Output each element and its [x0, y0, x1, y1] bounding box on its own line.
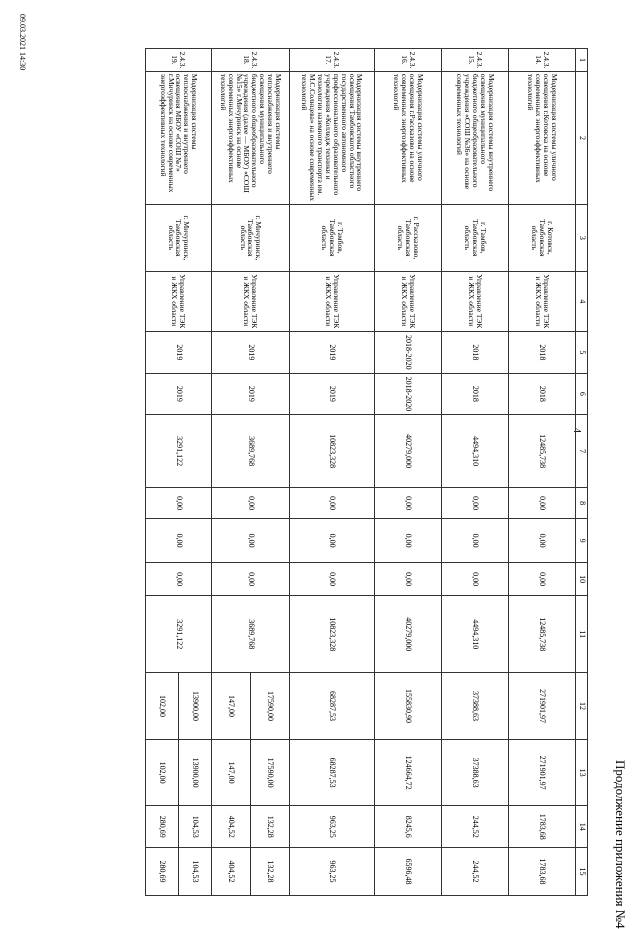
value-col-15: 104,53 — [179, 848, 212, 896]
value-col-15: 6596,48 — [375, 848, 442, 896]
column-number: 15 — [576, 848, 588, 896]
column-number: 1 — [576, 49, 588, 72]
value-col-13: 271901,97 — [509, 739, 576, 806]
location: г. Мичуринск, Тамбовская область — [146, 205, 212, 272]
measure-description: Модернизация системы внутреннего освещения муниципального бюджетного общеобразовательного учреждения «СОШ №36» на основе современных технологий — [442, 71, 509, 204]
value-col-12: 155830,90 — [375, 673, 442, 740]
start-year: 2018-2020 — [375, 332, 442, 374]
value-col-12: 147,00 — [212, 673, 251, 740]
value-col-11: 10823,328 — [290, 596, 375, 673]
value-col-11: 40279,000 — [375, 596, 442, 673]
value-col-11: 3291,122 — [146, 596, 212, 673]
value-col-9: 0,00 — [442, 519, 509, 563]
value-col-10: 0,00 — [442, 562, 509, 595]
value-col-13: 147,00 — [212, 739, 251, 806]
executor: Управление ТЭК и ЖКХ области — [442, 271, 509, 331]
value-col-9: 0,00 — [375, 519, 442, 563]
value-col-13: 13900,00 — [179, 739, 212, 806]
value-col-12: 13900,00 — [179, 673, 212, 740]
value-col-12: 271901,97 — [509, 673, 576, 740]
value-col-15: 132,28 — [251, 848, 290, 896]
column-number: 6 — [576, 373, 588, 415]
table-row — [442, 49, 509, 896]
measures-table — [145, 48, 588, 896]
column-number: 13 — [576, 739, 588, 806]
column-number: 11 — [576, 596, 588, 673]
end-year: 2018 — [442, 373, 509, 415]
value-col-14: 244,52 — [442, 806, 509, 848]
value-col-12: 68287,53 — [290, 673, 375, 740]
value-col-13: 37388,63 — [442, 739, 509, 806]
page-number: 4 — [571, 428, 582, 433]
column-number: 9 — [576, 519, 588, 563]
total-cost: 4494,310 — [442, 415, 509, 488]
column-number: 2 — [576, 71, 588, 204]
value-col-13: 68287,53 — [290, 739, 375, 806]
total-cost: 10823,328 — [290, 415, 375, 488]
start-year: 2019 — [290, 332, 375, 374]
value-col-8: 0,00 — [375, 488, 442, 519]
value-col-15: 404,52 — [212, 848, 251, 896]
value-col-11: 4494,310 — [442, 596, 509, 673]
start-year: 2019 — [146, 332, 212, 374]
end-year: 2018 — [509, 373, 576, 415]
row-id: 2.4.3.16. — [375, 49, 442, 72]
value-col-10: 0,00 — [375, 562, 442, 595]
table-row — [509, 49, 576, 896]
measure-description: Модернизация системы внутреннего освещения Тамбовского областного государственного автономного профессионального образовательного учреждения «Колледж техники и технологии наземного транспорта им. М.С.Солнцева» на основе современных технологий — [290, 71, 375, 204]
value-col-15: 280,69 — [146, 848, 179, 896]
end-year: 2018-2020 — [375, 373, 442, 415]
column-number: 8 — [576, 488, 588, 519]
value-col-8: 0,00 — [509, 488, 576, 519]
end-year: 2019 — [290, 373, 375, 415]
row-id: 2.4.3.19. — [146, 49, 212, 72]
end-year: 2019 — [212, 373, 290, 415]
column-number: 5 — [576, 332, 588, 374]
value-col-15: 963,25 — [290, 848, 375, 896]
value-col-9: 0,00 — [146, 519, 212, 563]
value-col-9: 0,00 — [212, 519, 290, 563]
column-number: 12 — [576, 673, 588, 740]
value-col-10: 0,00 — [509, 562, 576, 595]
start-year: 2018 — [509, 332, 576, 374]
value-col-10: 0,00 — [212, 562, 290, 595]
location: г. Тамбов, Тамбовская область — [442, 205, 509, 272]
value-col-10: 0,00 — [290, 562, 375, 595]
value-col-11: 12485,738 — [509, 596, 576, 673]
table-row — [179, 49, 212, 896]
value-col-14: 1783,68 — [509, 806, 576, 848]
measure-description: Модернизация системы теплоснабжения и внутреннего освещения муниципального бюджетного общеобразовательного учреждения (далее — МБОУ) «СОШ №15» г.Мичуринск на основе современных энергоэффективных технологий — [212, 71, 290, 204]
value-col-12: 37388,63 — [442, 673, 509, 740]
start-year: 2019 — [212, 332, 290, 374]
row-id: 2.4.3.17. — [290, 49, 375, 72]
total-cost: 40279,000 — [375, 415, 442, 488]
measure-description: Модернизация системы уличного освещения г.Котовска на основе современных энергоэффективных технологий — [509, 71, 576, 204]
value-col-13: 124664,72 — [375, 739, 442, 806]
executor: Управление ТЭК и ЖКХ области — [375, 271, 442, 331]
executor: Управление ТЭК и ЖКХ области — [146, 271, 212, 331]
total-cost: 3291,122 — [146, 415, 212, 488]
column-number: 14 — [576, 806, 588, 848]
row-id: 2.4.3.15. — [442, 49, 509, 72]
value-col-11: 3689,768 — [212, 596, 290, 673]
table-row — [251, 49, 290, 896]
value-col-14: 8245,6 — [375, 806, 442, 848]
column-number: 7 — [576, 415, 588, 488]
location: г. Мичуринск, Тамбовская область — [212, 205, 290, 272]
total-cost: 3689,768 — [212, 415, 290, 488]
value-col-13: 17590,00 — [251, 739, 290, 806]
column-number: 3 — [576, 205, 588, 272]
total-cost: 12485,738 — [509, 415, 576, 488]
value-col-12: 102,00 — [146, 673, 179, 740]
value-col-15: 244,52 — [442, 848, 509, 896]
executor: Управление ТЭК и ЖКХ области — [212, 271, 290, 331]
value-col-14: 280,69 — [146, 806, 179, 848]
value-col-15: 1783,68 — [509, 848, 576, 896]
location: г. Тамбов, Тамбовская область — [290, 205, 375, 272]
value-col-8: 0,00 — [146, 488, 212, 519]
column-number: 10 — [576, 562, 588, 595]
column-number: 4 — [576, 271, 588, 331]
value-col-12: 17590,00 — [251, 673, 290, 740]
measure-description: Модернизация системы теплоснабжения и внутреннего освещения МБОУ «СОШ №7» г.Мичуринск на основе современных энергоэффективных технологий — [146, 71, 212, 204]
value-col-14: 132,28 — [251, 806, 290, 848]
location: г. Рассказово, Тамбовская область — [375, 205, 442, 272]
row-id: 2.4.3.18. — [212, 49, 290, 72]
row-id: 2.4.3.14. — [509, 49, 576, 72]
value-col-10: 0,00 — [146, 562, 212, 595]
table-row — [375, 49, 442, 896]
print-timestamp: 09.03.2021 14:30 — [18, 14, 27, 71]
value-col-8: 0,00 — [212, 488, 290, 519]
page-title: Продолжение приложения №4 — [613, 760, 628, 929]
executor: Управление ТЭК и ЖКХ области — [290, 271, 375, 331]
location: г. Котовск, Тамбовская область — [509, 205, 576, 272]
measure-description: Модернизация системы уличного освещения г.Рассказово на основе современных энергоэффективных технологий — [375, 71, 442, 204]
value-col-14: 404,52 — [212, 806, 251, 848]
value-col-14: 963,25 — [290, 806, 375, 848]
value-col-13: 102,00 — [146, 739, 179, 806]
column-number-row — [576, 49, 588, 896]
executor: Управление ТЭК и ЖКХ области — [509, 271, 576, 331]
table-row — [290, 49, 375, 896]
value-col-14: 104,53 — [179, 806, 212, 848]
value-col-8: 0,00 — [290, 488, 375, 519]
start-year: 2018 — [442, 332, 509, 374]
value-col-8: 0,00 — [442, 488, 509, 519]
end-year: 2019 — [146, 373, 212, 415]
value-col-9: 0,00 — [509, 519, 576, 563]
value-col-9: 0,00 — [290, 519, 375, 563]
